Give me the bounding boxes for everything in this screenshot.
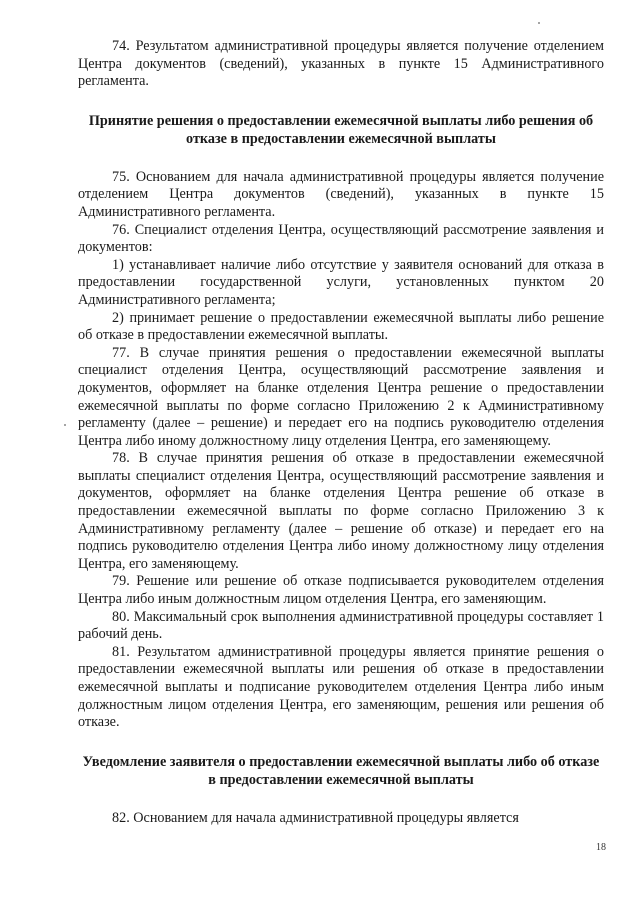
paragraph-82: 82. Основанием для начала административной процедуры является	[112, 809, 519, 826]
paragraph-78: 78. В случае принятия решения об отказе в предоставлении ежемесячной выплаты специалист отделения Центра, осуществляющий рассмотрение заявления и документов, оформляет на бланке отделения Центра решение об отказе в предоставлении ежемесячной выплаты по форме согласно Приложению 3 к Административному регламенту (далее – решение об отказе) и передает его на подпись руководителю отделения Центра либо иному должностному лицу отделения Центра, его заменяющему.	[78, 450, 604, 572]
paragraph-75: 75. Основанием для начала административной процедуры является получение отделением Центра документов (сведений), указанных в пункте 15 Административного регламента.	[78, 168, 604, 220]
paragraph-80: 80. Максимальный срок выполнения административной процедуры составляет 1 рабочий день.	[78, 608, 604, 643]
scan-speck	[64, 424, 66, 426]
section-heading-decision: Принятие решения о предоставлении ежемесячной выплаты либо решения об отказе в предоставлении ежемесячной выплаты	[88, 112, 594, 147]
document-page	[78, 38, 604, 827]
paragraph-77: 77. В случае принятия решения о предоставлении ежемесячной выплаты специалист отделения Центра, осуществляющий рассмотрение заявления и документов, оформляет на бланке отделения Центра решение о предоставлении ежемесячной выплаты по форме согласно Приложению 2 к Административному регламенту (далее – решение) и передает его на подпись руководителю отделения Центра либо иному должностному лицу отделения Центра, его заменяющему.	[78, 344, 604, 449]
paragraph-76: 76. Специалист отделения Центра, осуществляющий рассмотрение заявления и документов:	[78, 221, 604, 256]
page-number: 18	[596, 842, 606, 853]
scan-speck	[538, 22, 540, 24]
section-heading-notification: Уведомление заявителя о предоставлении ежемесячной выплаты либо об отказе в предоставлении ежемесячной выплаты	[82, 753, 600, 788]
paragraph-76-item-1: 1) устанавливает наличие либо отсутствие у заявителя оснований для отказа в предоставлении государственной услуги, установленных пунктом 20 Административного регламента;	[78, 256, 604, 308]
paragraph-81: 81. Результатом административной процедуры является принятие решения о предоставлении ежемесячной выплаты или решения об отказе в предоставлении ежемесячной выплаты и подписание руководителем отделения Центра либо иным должностным лицом отделения Центра, его заменяющим, решения или решения об отказе.	[78, 643, 604, 731]
paragraph-74: 74. Результатом административной процедуры является получение отделением Центра документов (сведений), указанных в пункте 15 Административного регламента.	[78, 38, 604, 90]
paragraph-79: 79. Решение или решение об отказе подписывается руководителем отделения Центра либо иным должностным лицом отделения Центра, его заменяющим.	[78, 573, 604, 608]
paragraph-76-item-2: 2) принимает решение о предоставлении ежемесячной выплаты либо решение об отказе в предоставлении ежемесячной выплаты.	[78, 309, 604, 344]
